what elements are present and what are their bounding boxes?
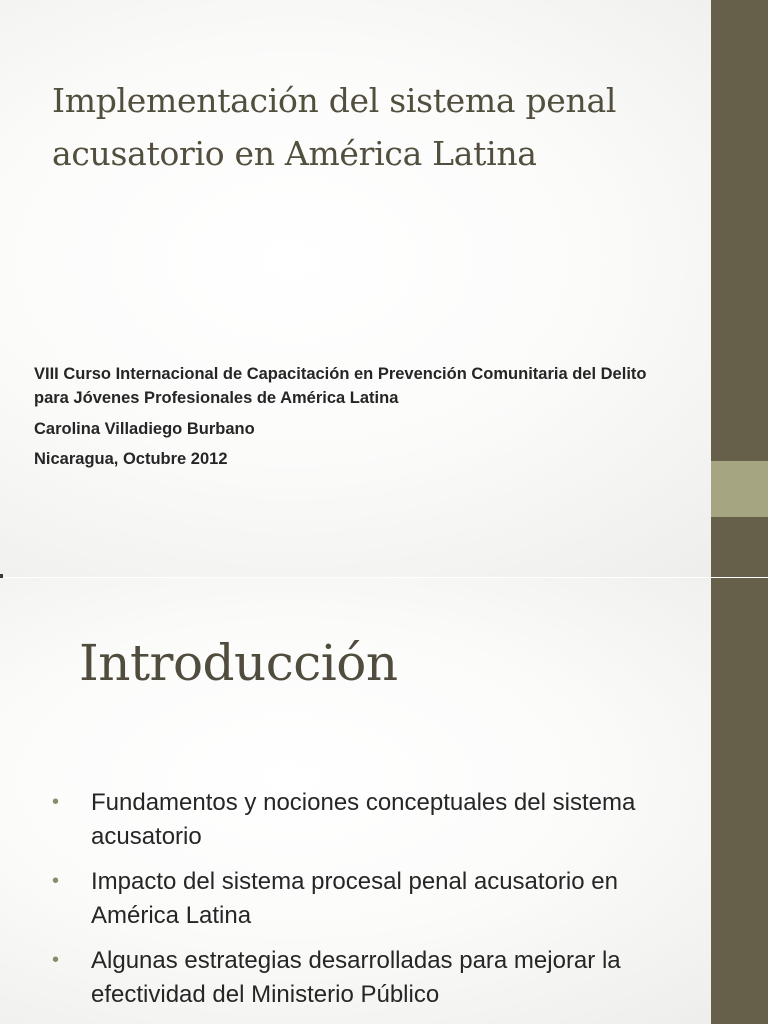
bullet-text: Algunas estrategias desarrolladas para mejorar la efectividad del Ministerio Público bbox=[91, 947, 621, 1008]
slide-subtitle bbox=[34, 362, 674, 471]
bullet-icon: • bbox=[52, 870, 60, 892]
course-name: VIII Curso Internacional de Capacitación en Prevención Comunitaria del Delito para Jóvenes Profesionales de América Latina bbox=[34, 365, 647, 407]
bullet-icon: • bbox=[52, 791, 60, 813]
slide-title: Implementación del sistema penal acusatorio en América Latina bbox=[52, 81, 617, 173]
list-item bbox=[52, 944, 692, 1012]
intro-slide bbox=[0, 578, 768, 1024]
side-decoration-bar bbox=[711, 578, 768, 1024]
side-accent-block bbox=[711, 461, 768, 517]
intro-title: Introducción bbox=[79, 634, 398, 692]
place-date: Nicaragua, Octubre 2012 bbox=[34, 450, 228, 468]
list-item bbox=[52, 865, 692, 933]
list-item bbox=[52, 786, 692, 854]
author-name: Carolina Villadiego Burbano bbox=[34, 420, 255, 438]
bullet-list bbox=[52, 786, 692, 1023]
bullet-text: Fundamentos y nociones conceptuales del sistema acusatorio bbox=[91, 789, 636, 850]
bullet-icon: • bbox=[52, 949, 60, 971]
bullet-text: Impacto del sistema procesal penal acusatorio en América Latina bbox=[91, 868, 618, 929]
